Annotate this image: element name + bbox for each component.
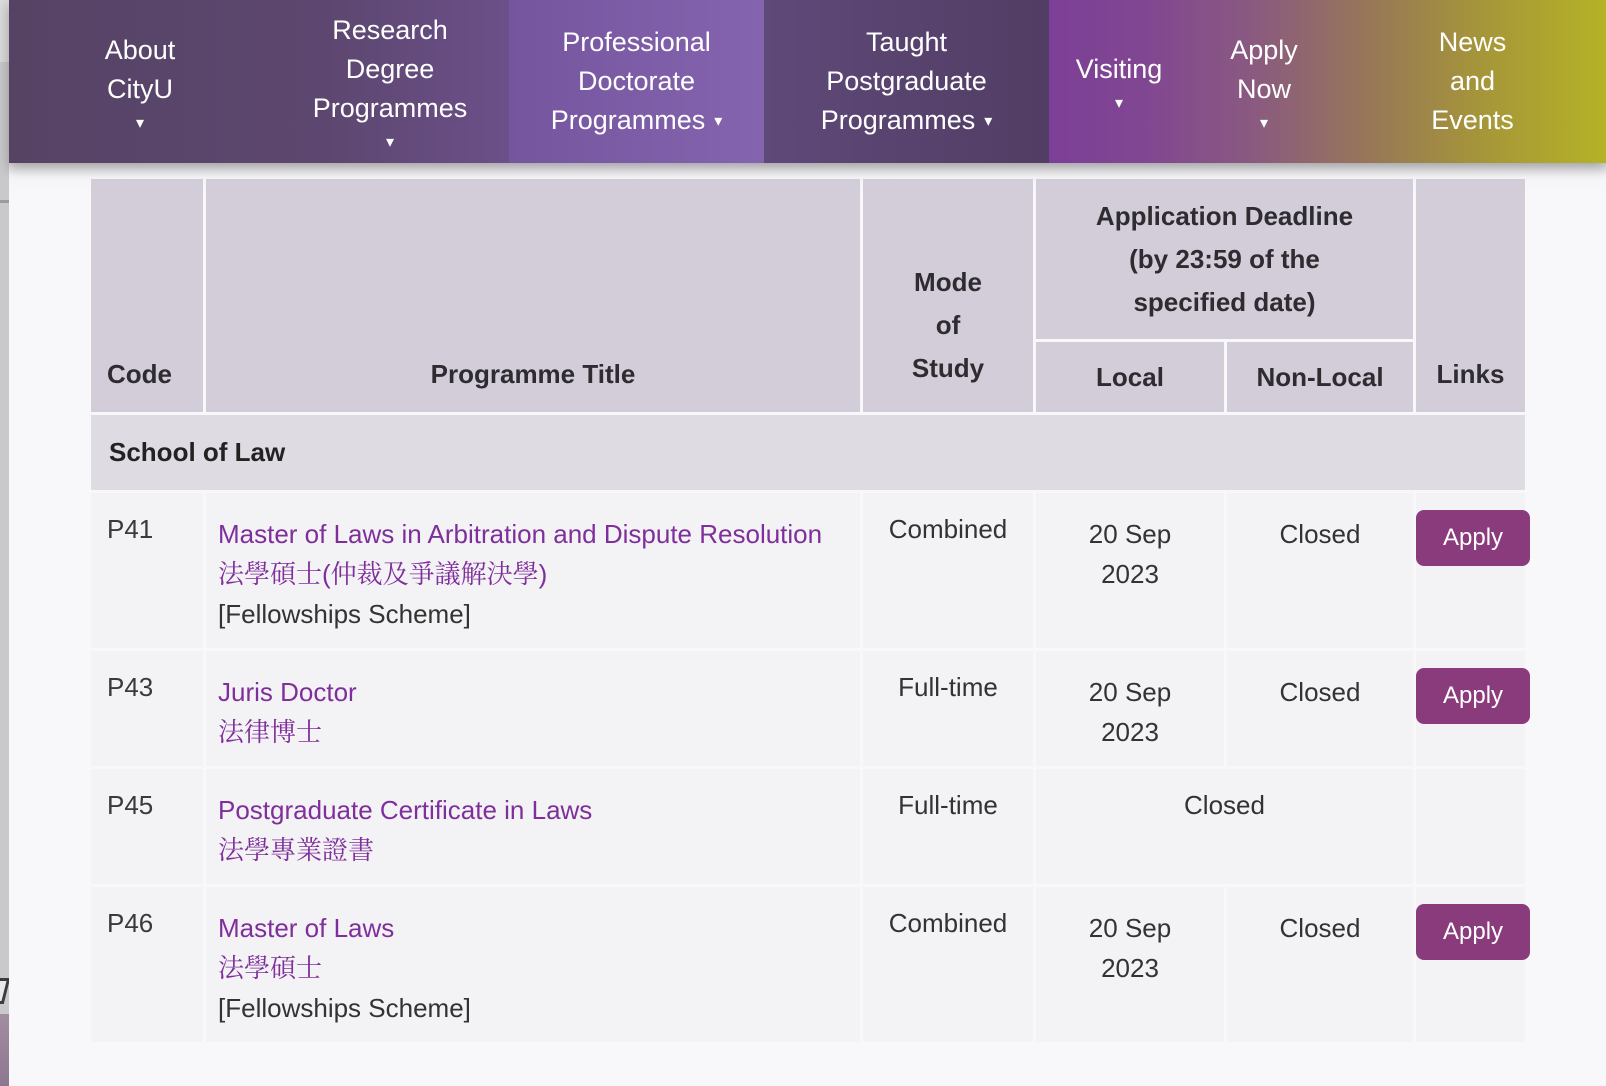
programme-title-link[interactable] [218,672,844,752]
programme-title-zh: 法學碩士 [218,953,323,983]
col-header-local: Local [1036,342,1224,412]
programme-title-cell [206,887,860,1042]
table-row [91,493,1525,648]
nav-item-visiting[interactable] [1049,0,1189,163]
mode-of-study-cell: Full-time [863,769,1033,884]
links-cell [1416,887,1525,1042]
strip-divider-line [0,200,9,203]
programme-title-link[interactable] [218,908,844,988]
strip-purple-block [0,1014,9,1086]
chevron-down-icon: ▾ [714,112,723,130]
page [9,0,1606,1086]
nav-label: Apply Now [1230,34,1298,104]
local-deadline-cell: 20 Sep 2023 [1036,887,1224,1042]
links-cell [1416,651,1525,766]
nav-label: Research Degree Programmes [312,15,468,123]
non-local-deadline-cell: Closed [1227,493,1413,648]
top-navbar [9,0,1606,163]
links-cell-empty [1416,769,1525,884]
chevron-down-icon: ▾ [385,134,395,151]
chevron-down-icon: ▾ [1259,114,1269,132]
nav-item-apply-now[interactable] [1189,0,1339,163]
nav-label: About CityU [104,34,176,104]
nav-item-news-and-events[interactable] [1339,0,1606,163]
apply-button[interactable]: Apply [1416,510,1530,566]
nav-item-research-degree-programmes[interactable] [271,0,509,163]
programme-title-zh: 法律博士 [218,717,323,747]
nav-label: Visiting [1075,54,1163,84]
col-header-mode-of-study: Mode of Study [863,179,1033,412]
apply-button[interactable]: Apply [1416,904,1530,960]
col-header-links: Links [1416,179,1525,412]
col-header-code: Code [91,179,203,412]
nav-item-taught-postgraduate-programmes[interactable] [764,0,1049,163]
programme-title-cell [206,651,860,766]
local-deadline-cell: 20 Sep 2023 [1036,493,1224,648]
programme-title-link[interactable] [218,790,844,870]
mode-of-study-cell: Combined [863,887,1033,1042]
page-content [9,163,1606,1086]
programme-title-en: Postgraduate Certificate in Laws [218,795,593,825]
fellowships-note: [Fellowships Scheme] [218,599,471,629]
programme-title-link[interactable] [218,514,844,594]
fellowships-note: [Fellowships Scheme] [218,993,471,1023]
programme-title-zh: 法學專業證書 [218,835,375,865]
table-row [91,887,1525,1042]
chevron-down-icon: ▾ [135,114,145,132]
programme-title-cell [206,769,860,884]
programme-title-cell [206,493,860,648]
col-header-non-local: Non-Local [1227,342,1413,412]
programme-title-en: Master of Laws in Arbitration and Dispute Resolution [218,519,823,549]
mode-of-study-cell: Combined [863,493,1033,648]
programme-code-cell: P41 [91,493,203,648]
nav-label: Taught Postgraduate Programmes [820,26,987,135]
links-cell [1416,493,1525,648]
programme-code-cell: P45 [91,769,203,884]
strip-top-shade [0,0,9,62]
programme-title-en: Master of Laws [218,913,395,943]
local-deadline-cell: 20 Sep 2023 [1036,651,1224,766]
nav-label: Professional Doctorate Programmes [550,26,711,135]
non-local-deadline-cell: Closed [1227,887,1413,1042]
background-window-strip [0,0,9,1086]
nav-item-professional-doctorate-programmes[interactable] [509,0,764,163]
section-row [91,415,1525,490]
apply-button[interactable]: Apply [1416,668,1530,724]
merged-deadline-cell: Closed [1036,769,1413,884]
programme-title-en: Juris Doctor [218,677,357,707]
section-header-school-of-law: School of Law [91,415,1525,490]
col-header-application-deadline: Application Deadline (by 23:59 of the specified date) [1036,179,1413,339]
chevron-down-icon: ▾ [1114,95,1124,112]
nav-label: News and Events [1431,27,1514,135]
non-local-deadline-cell: Closed [1227,651,1413,766]
programme-code-cell: P46 [91,887,203,1042]
nav-item-about-cityu[interactable] [9,0,271,163]
chevron-down-icon: ▾ [984,112,993,130]
programme-title-zh: 法學碩士(仲裁及爭議解決學) [218,559,548,589]
programmes-table [88,176,1528,1045]
col-header-programme-title: Programme Title [206,179,860,412]
mode-of-study-cell: Full-time [863,651,1033,766]
programme-code-cell: P43 [91,651,203,766]
table-row [91,769,1525,884]
table-row [91,651,1525,766]
